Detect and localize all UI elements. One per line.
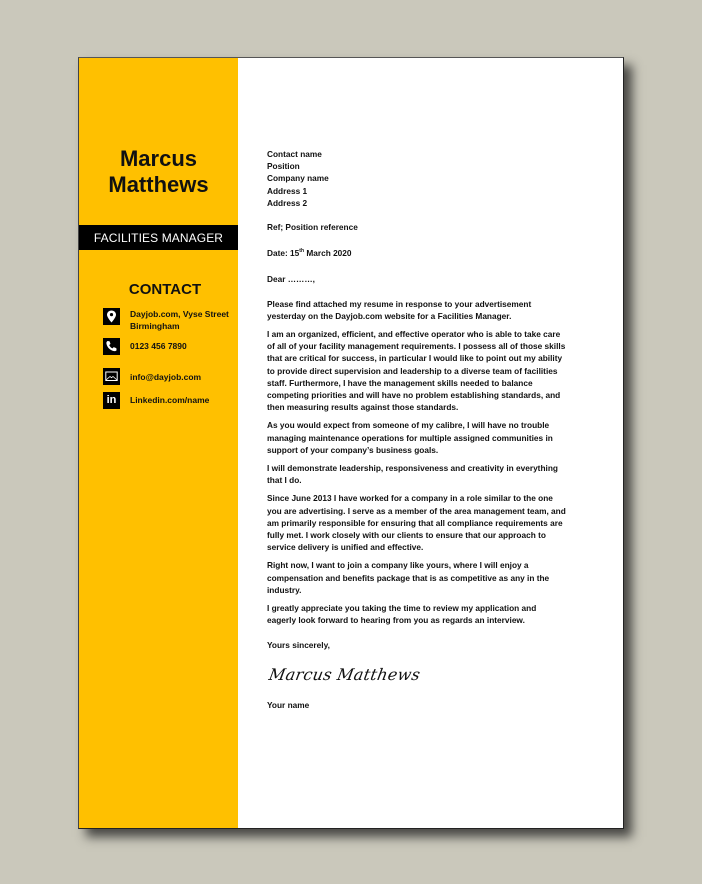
paragraph-2: I am an organized, efficient, and effective operator who is able to take care of all of your facility management requirements. I possess all of those skills that are critical for success, in particular I would like to point out my ability to provide direct supervision and leadership to a diverse team of facilities staff. Furthermore, I have the management skills needed to balance competing priorities and will have no problem establishing standards, and then measuring results against those standards. <box>267 329 566 413</box>
paragraph-6: Right now, I want to join a company like yours, where I will enjoy a compensation and benefits package that is as competitive as any in the industry. <box>267 560 550 595</box>
salutation: Dear ………, <box>267 274 315 285</box>
job-title: FACILITIES MANAGER <box>93 230 224 245</box>
cover-letter-page <box>78 57 624 829</box>
sidebar <box>79 58 238 828</box>
contact-address-text: Dayjob.com, Vyse Street Birmingham <box>130 309 229 331</box>
signature: Marcus Matthews <box>267 664 422 684</box>
your-name: Your name <box>267 699 310 710</box>
applicant-name <box>79 146 238 198</box>
contact-heading: CONTACT <box>128 281 202 298</box>
phone-icon <box>103 338 120 355</box>
location-pin-icon <box>103 308 120 325</box>
recipient-company: Company name <box>267 173 329 184</box>
email-icon <box>103 368 120 385</box>
name-last: Matthews <box>108 172 209 197</box>
contact-address <box>103 308 230 332</box>
job-title-bar <box>79 225 238 250</box>
contact-phone <box>103 338 230 355</box>
reference-line: Ref; Position reference <box>267 222 358 233</box>
recipient-address-2: Address 2 <box>267 197 308 208</box>
contact-email <box>103 368 230 385</box>
letter-body <box>267 148 567 711</box>
paragraph-1: Please find attached my resume in response to your advertisement yesterday on the Dayjob.com website for a Facilities Manager. <box>267 298 532 321</box>
paragraph-7: I greatly appreciate you taking the time to review my application and eagerly look forward to hearing from you as regards an interview. <box>267 603 537 626</box>
contact-email-text: info@dayjob.com <box>130 372 202 382</box>
recipient-position: Position <box>267 161 300 172</box>
paragraph-3: As you would expect from someone of my calibre, I will have no trouble managing maintenance operations for multiple assigned communities in support of your company’s business goals. <box>267 420 553 455</box>
linkedin-icon: in <box>103 392 120 409</box>
contact-phone-text: 0123 456 7890 <box>130 341 187 351</box>
contact-linkedin-text: Linkedin.com/name <box>130 395 210 405</box>
closing: Yours sincerely, <box>267 639 330 650</box>
recipient-contact-name: Contact name <box>267 149 322 159</box>
contact-linkedin <box>103 392 230 409</box>
paragraph-4: I will demonstrate leadership, responsiveness and creativity in everything that I do. <box>267 463 558 486</box>
recipient-address-1: Address 1 <box>267 185 308 196</box>
date-line: Date: 15th March 2020 <box>267 248 352 259</box>
paragraph-5: Since June 2013 I have worked for a company in a role similar to the one you are advertising. I serve as a member of the area management team, and am primarily responsible for ensuring that all compliance requirements are fully met. I work closely with our clients to ensure that our approach to service delivery is unified and effective. <box>267 493 566 553</box>
recipient-block <box>267 148 567 209</box>
name-first: Marcus <box>119 146 198 171</box>
